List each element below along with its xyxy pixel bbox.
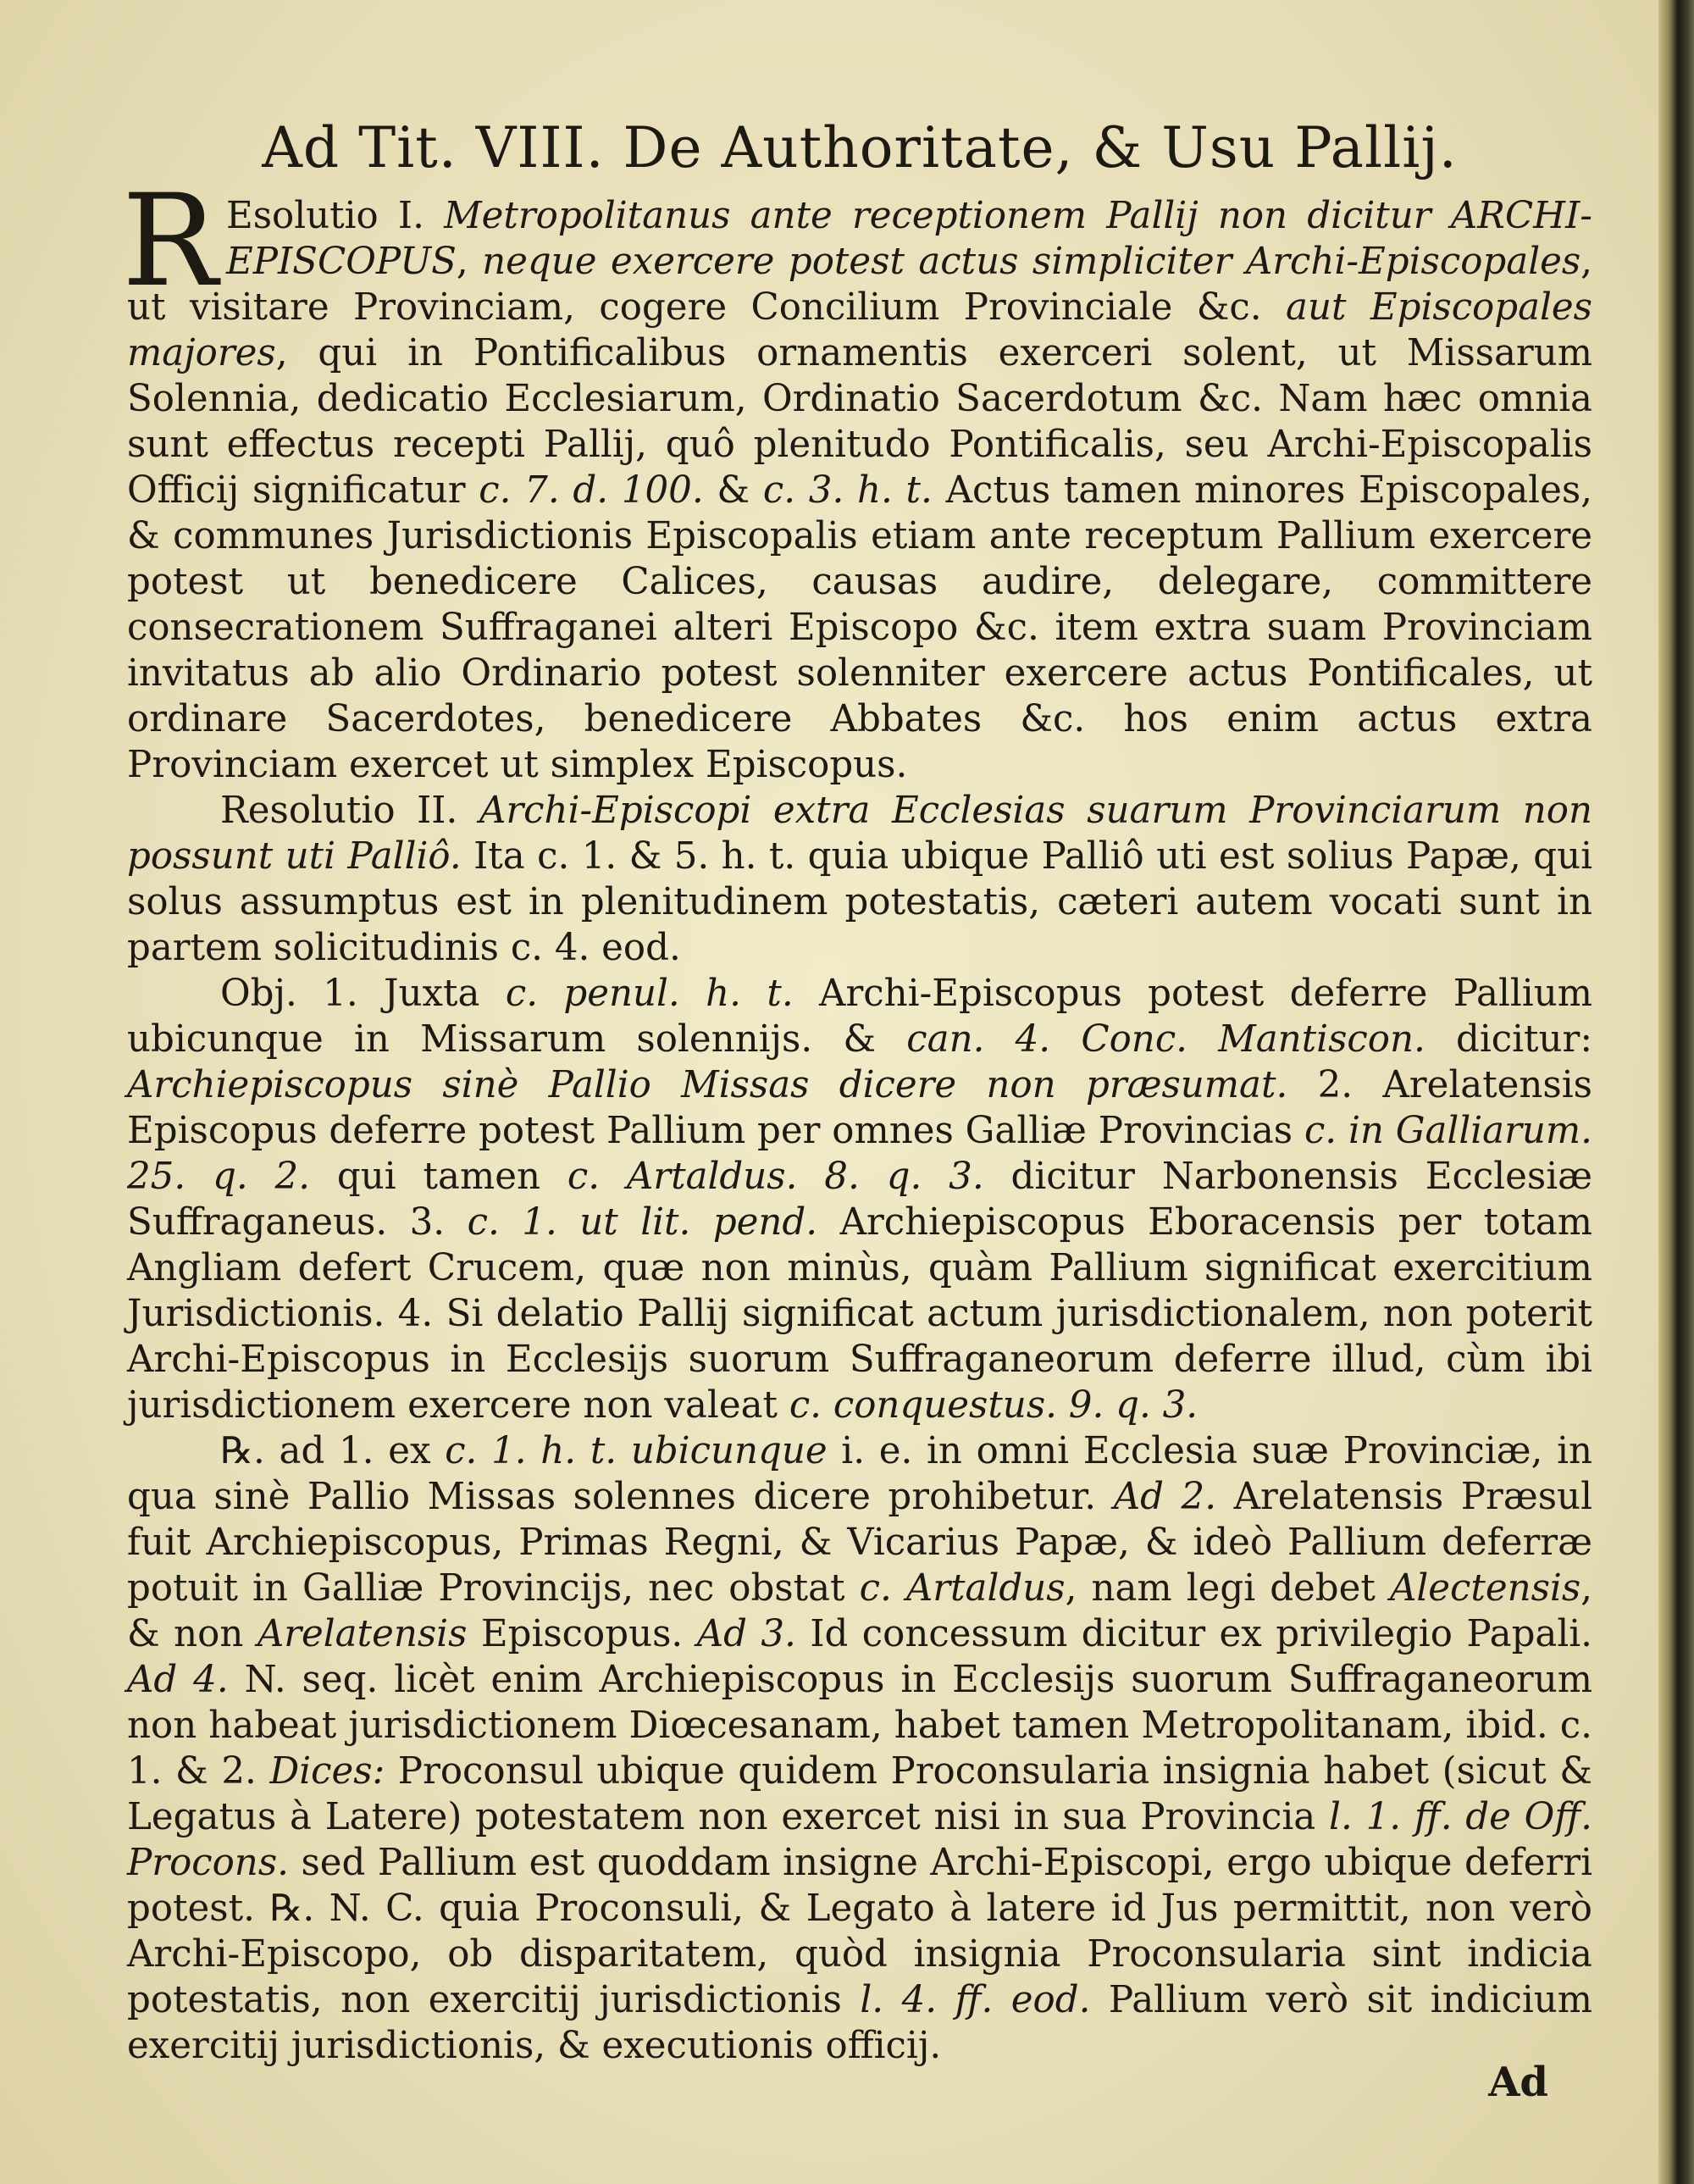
page-title: Ad Tit. VIII. De Authoritate, & Usu Pallij. bbox=[262, 115, 1458, 180]
text-run: , & non bbox=[127, 1567, 1592, 1655]
italic-citation: c. penul. h. t. bbox=[505, 973, 794, 1015]
italic-citation: c. conquestus. 9. q. 3. bbox=[789, 1384, 1199, 1427]
italic-citation: Dices: bbox=[269, 1750, 385, 1793]
catchword: Ad bbox=[1488, 2059, 1548, 2106]
objections-paragraph bbox=[127, 971, 1592, 1428]
text-run: 2. Arelatensis Episcopus deferre potest Pallium per omnes Galliæ Provincias bbox=[127, 1064, 1592, 1152]
italic-citation: Archi-Episcopi extra Ecclesias suarum Provinciarum non possunt uti Palliô. bbox=[127, 790, 1593, 878]
italic-citation: Arelatensis bbox=[257, 1613, 468, 1655]
text-run: Obj. 1. Juxta bbox=[220, 973, 506, 1015]
italic-citation: c. in Galliarum. 25. q. 2. bbox=[127, 1110, 1592, 1198]
text-run: Arelatensis Præsul fuit Archiepiscopus, Primas Regni, & Vicarius Papæ, & ideò Pallium deferræ potuit in Galliæ Provincijs, nec obstat bbox=[127, 1476, 1592, 1610]
text-run: N. seq. licèt enim Archiepiscopus in Ecclesijs suorum Suffraganeorum non habeat jurisdictionem Diœcesanam, habet tamen Metropolitanam, ibid. c. 1. & 2. bbox=[127, 1659, 1592, 1793]
text-run: qui tamen bbox=[310, 1156, 567, 1198]
italic-citation: c. 1. ut lit. pend. bbox=[467, 1201, 818, 1244]
text-run: ℞. ad 1. ex bbox=[220, 1430, 446, 1472]
italic-citation: c. Artaldus bbox=[859, 1567, 1066, 1610]
italic-citation: Ad 4. bbox=[127, 1659, 229, 1701]
text-run: , ut visitare Provinciam, cogere Concilium Provinciale &c. bbox=[127, 241, 1592, 329]
resolutio-2-paragraph bbox=[127, 788, 1592, 971]
italic-citation: can. 4. Conc. Mantiscon. bbox=[906, 1018, 1426, 1061]
text-run: , qui in Pontificalibus ornamentis exerceri solent, ut Missarum Solennia, dedicatio Ecclesiarum, Ordinatio Sacerdotum &c. Nam hæc omnia sunt effectus recepti Pallij, quô plenitudo Pontificalis, seu Archi-Episcopalis Officij significatur bbox=[127, 332, 1592, 512]
resolutio-1-text bbox=[127, 195, 1592, 786]
italic-citation: aut Episcopales majores bbox=[127, 286, 1593, 374]
text-run: Archiepiscopus Eboracensis per totam Angliam defert Crucem, quæ non minùs, quàm Pallium significat exercitium Jurisdictionis. 4. Si delatio Pallij significat actum jurisdictionalem, non poterit Archi-Episcopus in Ecclesijs suorum Suffraganeorum deferre illud, cùm ibi jurisdictionem exercere non valeat bbox=[127, 1201, 1592, 1427]
text-run: Pallium verò sit indicium exercitij jurisdictionis, & executionis officij. bbox=[127, 1979, 1593, 2067]
text-run: Ita c. 1. & 5. h. t. quia ubique Palliô uti est solius Papæ, qui solus assumptus est in plenitudinem potestatis, cæteri autem vocati sunt in partem solicitudinis c. 4. eod. bbox=[127, 835, 1592, 969]
text-run: i. e. in omni Ecclesia suæ Provinciæ, in qua sinè Pallio Missas solennes dicere prohibetur. bbox=[127, 1430, 1592, 1518]
text-run: Esolutio I. bbox=[225, 195, 445, 237]
italic-citation: Ad 2. bbox=[1113, 1476, 1217, 1518]
italic-citation: Alectensis bbox=[1389, 1567, 1581, 1610]
text-run: Id concessum dicitur ex privilegio Papali. bbox=[795, 1613, 1592, 1655]
text-run: & bbox=[703, 469, 763, 512]
text-run: , nam legi debet bbox=[1065, 1567, 1390, 1610]
italic-citation: c. 3. h. t. bbox=[762, 469, 933, 512]
text-run: Archi-Episcopus potest deferre Pallium ubicunque in Missarum solennijs. & bbox=[127, 973, 1592, 1061]
italic-citation: c. Artaldus. 8. q. 3. bbox=[567, 1156, 984, 1198]
italic-citation: Archiepiscopus sinè Pallio Missas dicere non præsumat. bbox=[127, 1064, 1288, 1106]
italic-citation: l. 1. ff. de Off. Procons. bbox=[127, 1796, 1592, 1884]
text-run: dicitur: bbox=[1425, 1018, 1592, 1061]
text-run: Resolutio II. bbox=[220, 790, 479, 832]
italic-citation: Ad 3. bbox=[696, 1613, 796, 1655]
italic-citation: l. 4. ff. eod. bbox=[860, 1979, 1091, 2021]
resolutio-1-paragraph bbox=[122, 168, 1593, 788]
text-run: dicitur Narbonensis Ecclesiæ Suffraganeus. 3. bbox=[127, 1156, 1592, 1244]
text-run: Episcopus. bbox=[467, 1613, 697, 1655]
italic-citation: c. 7. d. 100. bbox=[479, 469, 704, 512]
binding-edge bbox=[1658, 0, 1694, 2184]
text-run: sed Pallium est quoddam insigne Archi-Episcopi, ergo ubique deferri potest. ℞. N. C. quia Proconsuli, & Legato à latere id Jus permittit, non verò Archi-Episcopo, ob disparitatem, quòd insignia Proconsularia sint indicia potestatis, non exercitij jurisdictionis bbox=[127, 1842, 1592, 2021]
page-text bbox=[122, 110, 1593, 2069]
responses-paragraph bbox=[127, 1428, 1592, 2069]
italic-citation: neque exercere potest actus simpliciter Archi-Episcopales bbox=[482, 241, 1581, 283]
drop-cap-letter: R bbox=[122, 168, 218, 315]
italic-citation: Metropolitanus ante receptionem Pallij non dicitur ARCHI-EPISCOPUS bbox=[225, 195, 1592, 283]
text-run: Proconsul ubique quidem Proconsularia insignia habet (sicut & Legatus à Latere) potestatem non exercet nisi in sua Provincia bbox=[127, 1750, 1592, 1838]
text-run: Actus tamen minores Episcopales, & communes Jurisdictionis Episcopalis etiam ante receptum Pallium exercere potest ut benedicere Calices, causas audire, delegare, committere consecrationem Suffraganei alteri Episcopo &c. item extra suam Provinciam invitatus ab alio Ordinario potest solenniter exercere actus Pontificales, ut ordinare Sacerdotes, benedicere Abbates &c. hos enim actus extra Provinciam exercet ut simplex Episcopus. bbox=[127, 469, 1592, 786]
text-run: , bbox=[456, 241, 483, 283]
italic-citation: c. 1. h. t. ubicunque bbox=[445, 1430, 828, 1472]
